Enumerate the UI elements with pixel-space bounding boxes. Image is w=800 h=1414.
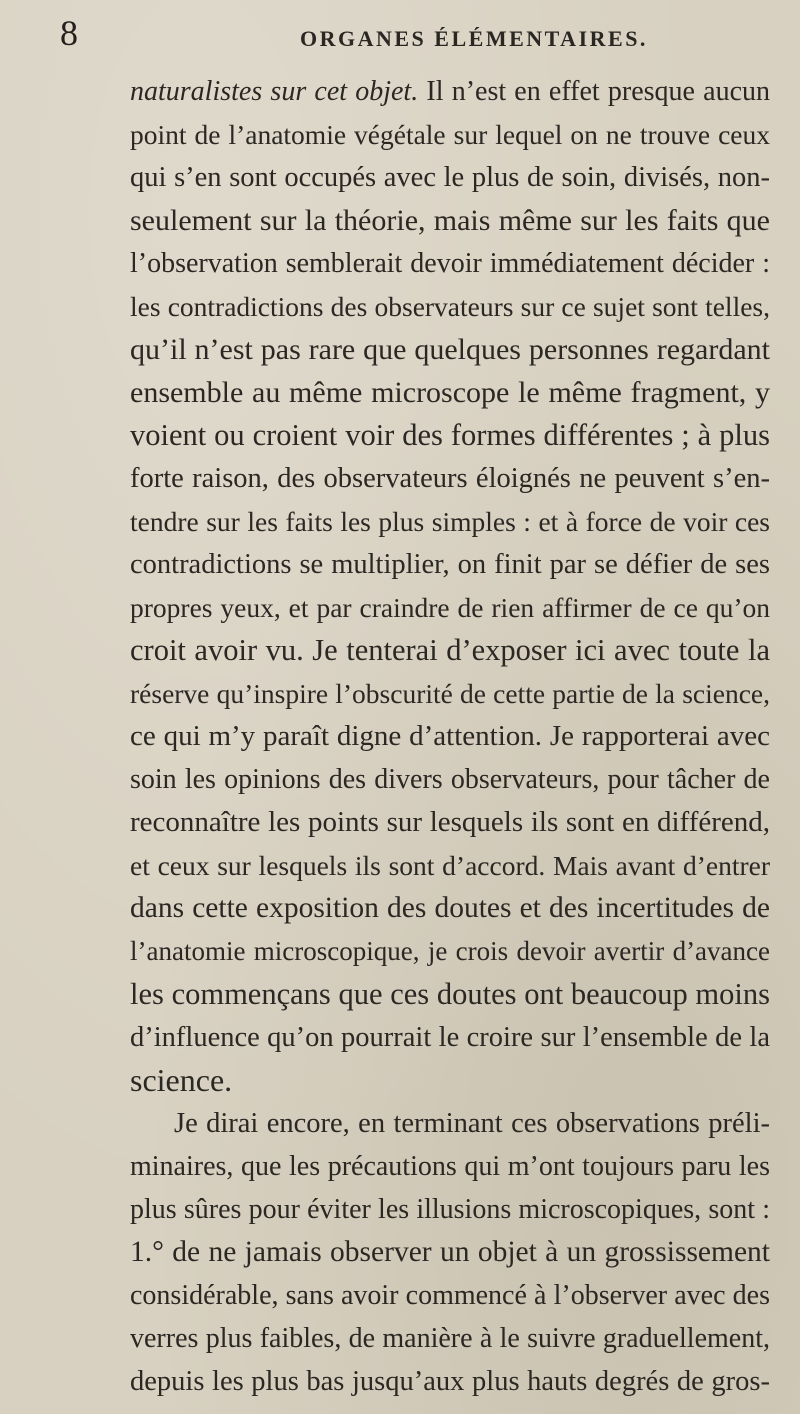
line-text: l’observation semblerait devoir immédiatement décider :	[130, 248, 770, 279]
line-text: soin les opinions des divers observateurs, pour tâcher de	[130, 764, 770, 795]
text-line	[130, 543, 770, 586]
text-line	[130, 1274, 770, 1317]
running-title: ORGANES ÉLÉMENTAIRES.	[300, 26, 648, 51]
line-text: contradictions se multiplier, on finit par se défier de ses	[130, 549, 770, 580]
line-text: réserve qu’inspire l’obscurité de cette partie de la science,	[130, 678, 770, 709]
text-line	[130, 1102, 770, 1145]
text-line	[130, 156, 770, 199]
text-line	[130, 1016, 770, 1059]
text-line	[130, 500, 770, 543]
line-text: point de l’anatomie végétale sur lequel on ne trouve ceux	[130, 119, 770, 150]
line-text: qu’il n’est pas rare que quelques personnes regardant	[130, 333, 770, 366]
line-text: l’anatomie microscopique, je crois devoir avertir d’avance	[130, 936, 770, 966]
line-text: les commençans que ces doutes ont beaucoup moins	[130, 977, 770, 1011]
line-text: forte raison, des observateurs éloignés ne peuvent s’en-	[130, 463, 770, 494]
line-text: les contradictions des observateurs sur ce sujet sont telles,	[130, 291, 770, 322]
text-line	[130, 887, 770, 930]
line-text: Je dirai encore, en terminant ces observations préli-	[174, 1108, 770, 1139]
line-text: science.	[130, 1062, 233, 1098]
line-text: croit avoir vu. Je tenterai d’exposer ici avec toute la	[130, 633, 770, 667]
line-text: et ceux sur lesquels ils sont d’accord. Mais avant d’entrer	[130, 850, 770, 881]
line-text: d’influence qu’on pourrait le croire sur l’ensemble de la	[130, 1022, 770, 1053]
line-text: considérable, sans avoir commencé à l’observer avec des	[130, 1280, 770, 1311]
text-line	[130, 457, 770, 500]
text-line	[130, 586, 770, 629]
line-text: 1.° de ne jamais observer un objet à un grossissement	[130, 1236, 770, 1268]
line-text: propres yeux, et par craindre de rien affirmer de ce qu’on	[130, 592, 770, 623]
text-line	[130, 328, 770, 371]
text-line	[130, 1145, 770, 1188]
line-text: dans cette exposition des doutes et des incertitudes de	[130, 892, 770, 924]
text-line	[130, 285, 770, 328]
text-line	[130, 758, 770, 801]
text-line	[130, 242, 770, 285]
italic-text: naturalistes sur cet objet.	[130, 76, 419, 107]
text-line	[130, 672, 770, 715]
text-line	[130, 70, 770, 113]
text-line	[130, 1231, 770, 1274]
text-line	[130, 1059, 770, 1102]
line-text: ensemble au même microscope le même fragment, y	[130, 376, 770, 409]
text-line	[130, 1317, 770, 1360]
line-text: tendre sur les faits les plus simples : et à force de voir ces	[130, 506, 770, 537]
text-line	[130, 199, 770, 242]
line-text: plus sûres pour éviter les illusions microscopiques, sont :	[130, 1194, 770, 1225]
text-line	[130, 629, 770, 672]
line-text: reconnaître les points sur lesquels ils sont en différend,	[130, 806, 770, 838]
text-line	[130, 371, 770, 414]
text-line	[130, 930, 770, 973]
line-text: ce qui m’y paraît digne d’attention. Je rapporterai avec	[130, 720, 770, 752]
line-text: Il n’est en effet presque aucun	[418, 76, 771, 107]
line-text: depuis les plus bas jusqu’aux plus hauts degrés de gros-	[130, 1366, 770, 1397]
line-text: voient ou croient voir des formes différentes ; à plus	[130, 418, 770, 452]
line-text: qui s’en sont occupés avec le plus de soin, divisés, non-	[130, 162, 770, 193]
text-line	[130, 973, 770, 1016]
text-line	[130, 414, 770, 457]
text-line	[130, 1188, 770, 1231]
text-line	[130, 801, 770, 844]
text-line	[130, 715, 770, 758]
body-text	[130, 70, 770, 1403]
text-line	[130, 1360, 770, 1403]
page-number: 8	[60, 13, 78, 53]
text-line	[130, 113, 770, 156]
line-text: seulement sur la théorie, mais même sur les faits que	[130, 204, 770, 237]
line-text: verres plus faibles, de manière à le suivre graduellement,	[130, 1323, 770, 1354]
text-line	[130, 844, 770, 887]
line-text: minaires, que les précautions qui m’ont toujours paru les	[130, 1151, 770, 1182]
